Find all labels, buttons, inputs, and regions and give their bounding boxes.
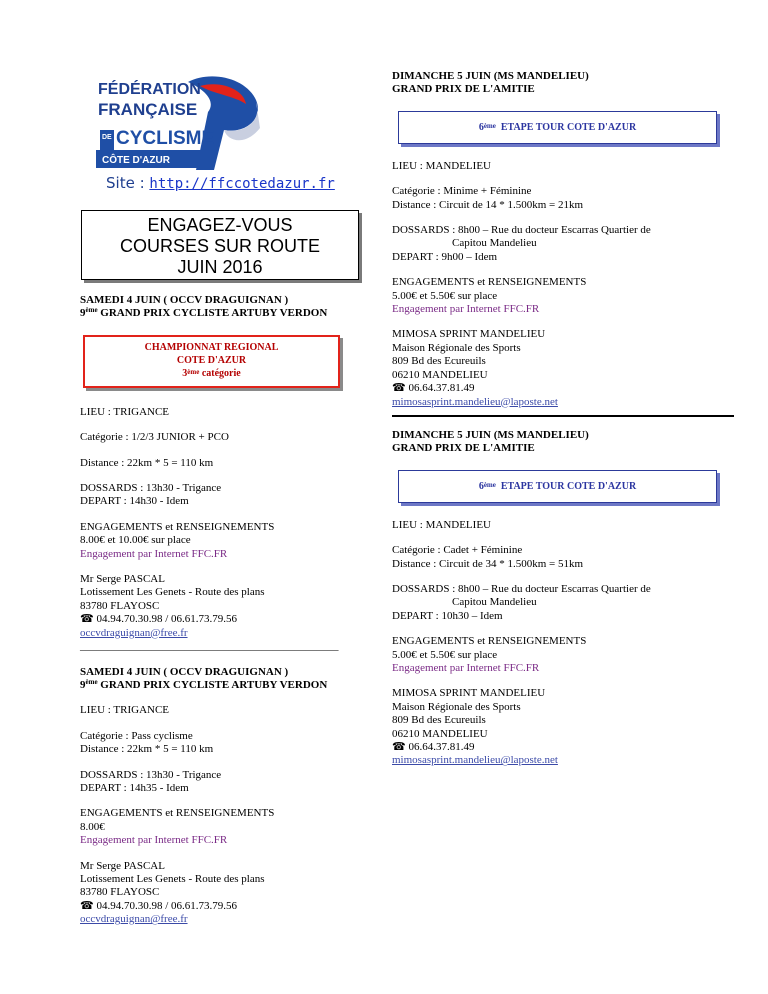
race-prix: 5.00€ et 5.50€ sur place	[392, 648, 498, 661]
race-internet: Engagement par Internet FFC.FR	[392, 661, 540, 674]
contact-phone: ☎ 04.94.70.30.98 / 06.61.73.79.56	[80, 613, 238, 626]
race-distance: Distance : Circuit de 14 * 1.500km = 21km	[392, 198, 584, 211]
contact-name: MIMOSA SPRINT MANDELIEU	[392, 328, 546, 341]
race-date: DIMANCHE 5 JUIN (MS MANDELIEU)	[392, 70, 589, 82]
race-categorie: Catégorie : Cadet + Féminine	[392, 544, 523, 557]
race-title: 9ème GRAND PRIX CYCLISTE ARTUBY VERDON	[80, 677, 328, 691]
race-title: GRAND PRIX DE L'AMITIE	[392, 83, 535, 96]
race-depart: DEPART : 14h30 - Idem	[80, 495, 189, 508]
ffc-logo	[96, 72, 271, 174]
race-title: 9ème GRAND PRIX CYCLISTE ARTUBY VERDON	[80, 306, 328, 320]
contact-email-link[interactable]: occvdraguignan@free.fr	[80, 913, 188, 926]
headline-line2: COURSES SUR ROUTE	[119, 236, 321, 256]
contact-city: 83780 FLAYOSC	[80, 886, 160, 899]
race-depart: DEPART : 10h30 – Idem	[392, 609, 503, 622]
race-dossards: DOSSARDS : 13h30 - Trigance	[80, 482, 222, 495]
race-internet: Engagement par Internet FFC.FR	[80, 834, 228, 847]
contact-address: Maison Régionale des Sports	[392, 700, 521, 713]
race-internet: Engagement par Internet FFC.FR	[80, 547, 228, 560]
contact-address: Lotissement Les Genets - Route des plans	[80, 872, 265, 885]
contact-phone: ☎ 06.64.37.81.49	[392, 382, 475, 395]
race-prix: 5.00€ et 5.50€ sur place	[392, 289, 498, 302]
race-lieu: LIEU : TRIGANCE	[80, 405, 170, 418]
race-engagements: ENGAGEMENTS et RENSEIGNEMENTS	[392, 276, 587, 289]
race-dossards: DOSSARDS : 8h00 – Rue du docteur Escarras Quartier de	[392, 582, 651, 595]
contact-name: MIMOSA SPRINT MANDELIEU	[392, 687, 546, 700]
contact-email-link[interactable]: occvdraguignan@free.fr	[80, 626, 188, 639]
contact-phone: ☎ 06.64.37.81.49	[392, 741, 475, 753]
logo-line1: FÉDÉRATION	[98, 81, 201, 98]
race-title: GRAND PRIX DE L'AMITIE	[392, 442, 535, 455]
right-column	[392, 70, 732, 768]
race-lieu: LIEU : MANDELIEU	[392, 159, 491, 172]
contact-email-link[interactable]: mimosasprint.mandelieu@laposte.net	[392, 754, 558, 767]
contact-city: 83780 FLAYOSC	[80, 599, 160, 612]
contact-name: Mr Serge PASCAL	[80, 859, 165, 872]
race-prix: 8.00€ et 10.00€ sur place	[80, 534, 191, 547]
race-date: SAMEDI 4 JUIN ( OCCV DRAGUIGNAN )	[80, 665, 289, 678]
race-prix: 8.00€	[80, 820, 105, 833]
race-depart: DEPART : 9h00 – Idem	[392, 250, 498, 263]
left-column	[80, 294, 370, 927]
race-engagements: ENGAGEMENTS et RENSEIGNEMENTS	[80, 807, 275, 820]
race-dossards-cont: Capitou Mandelieu	[452, 596, 537, 609]
race-engagements: ENGAGEMENTS et RENSEIGNEMENTS	[80, 520, 275, 533]
championship-line2: COTE D'AZUR	[176, 354, 247, 366]
headline-box	[81, 210, 359, 280]
race-depart: DEPART : 14h35 - Idem	[80, 781, 189, 794]
race-internet: Engagement par Internet FFC.FR	[392, 303, 540, 316]
race-distance: Distance : 22km * 5 = 110 km	[80, 743, 214, 756]
contact-street: 809 Bd des Ecureuils	[392, 355, 486, 368]
race-date: DIMANCHE 5 JUIN (MS MANDELIEU)	[392, 428, 589, 441]
site-label: Site :	[106, 174, 145, 192]
contact-name: Mr Serge PASCAL	[80, 573, 165, 586]
championship-line3: 3ème catégorie	[182, 367, 241, 379]
race-categorie: Catégorie : Pass cyclisme	[80, 729, 193, 742]
race-dossards: DOSSARDS : 13h30 - Trigance	[80, 768, 222, 781]
race-lieu: LIEU : MANDELIEU	[392, 518, 491, 531]
stage-box: 6ème ETAPE TOUR COTE D'AZUR	[398, 470, 717, 503]
logo-line3: CYCLISME	[116, 128, 215, 149]
contact-address: Maison Régionale des Sports	[392, 341, 521, 354]
race-dossards-cont: Capitou Mandelieu	[452, 237, 537, 250]
logo-line3-prefix: DE	[102, 134, 112, 141]
contact-city: 06210 MANDELIEU	[392, 368, 488, 381]
ffc-logo-graphic	[96, 72, 271, 174]
race-categorie: Catégorie : Minime + Féminine	[392, 185, 532, 198]
section-separator: _______________________________________________	[80, 640, 339, 653]
contact-email-link[interactable]: mimosasprint.mandelieu@laposte.net	[392, 395, 558, 408]
headline-line3: JUIN 2016	[177, 257, 263, 277]
race-date: SAMEDI 4 JUIN ( OCCV DRAGUIGNAN )	[80, 294, 289, 306]
race-distance: Distance : Circuit de 34 * 1.500km = 51km	[392, 557, 584, 570]
contact-street: 809 Bd des Ecureuils	[392, 714, 486, 727]
site-link[interactable]: http://ffccotedazur.fr	[149, 176, 335, 192]
contact-phone: ☎ 04.94.70.30.98 / 06.61.73.79.56	[80, 899, 238, 912]
race-dossards: DOSSARDS : 8h00 – Rue du docteur Escarras Quartier de	[392, 224, 651, 237]
race-distance: Distance : 22km * 5 = 110 km	[80, 456, 214, 469]
contact-address: Lotissement Les Genets - Route des plans	[80, 586, 265, 599]
contact-city: 06210 MANDELIEU	[392, 727, 488, 740]
championship-line1: CHAMPIONNAT REGIONAL	[144, 341, 279, 353]
race-categorie: Catégorie : 1/2/3 JUNIOR + PCO	[80, 431, 229, 444]
championship-box	[83, 335, 340, 388]
race-engagements: ENGAGEMENTS et RENSEIGNEMENTS	[392, 635, 587, 648]
headline-line1: ENGAGEZ-VOUS	[147, 215, 293, 235]
race-lieu: LIEU : TRIGANCE	[80, 704, 170, 717]
stage-box: 6ème ETAPE TOUR COTE D'AZUR	[398, 111, 717, 144]
logo-line2: FRANÇAISE	[98, 100, 198, 119]
logo-line4: CÔTE D'AZUR	[102, 155, 170, 166]
site-line	[106, 174, 335, 193]
